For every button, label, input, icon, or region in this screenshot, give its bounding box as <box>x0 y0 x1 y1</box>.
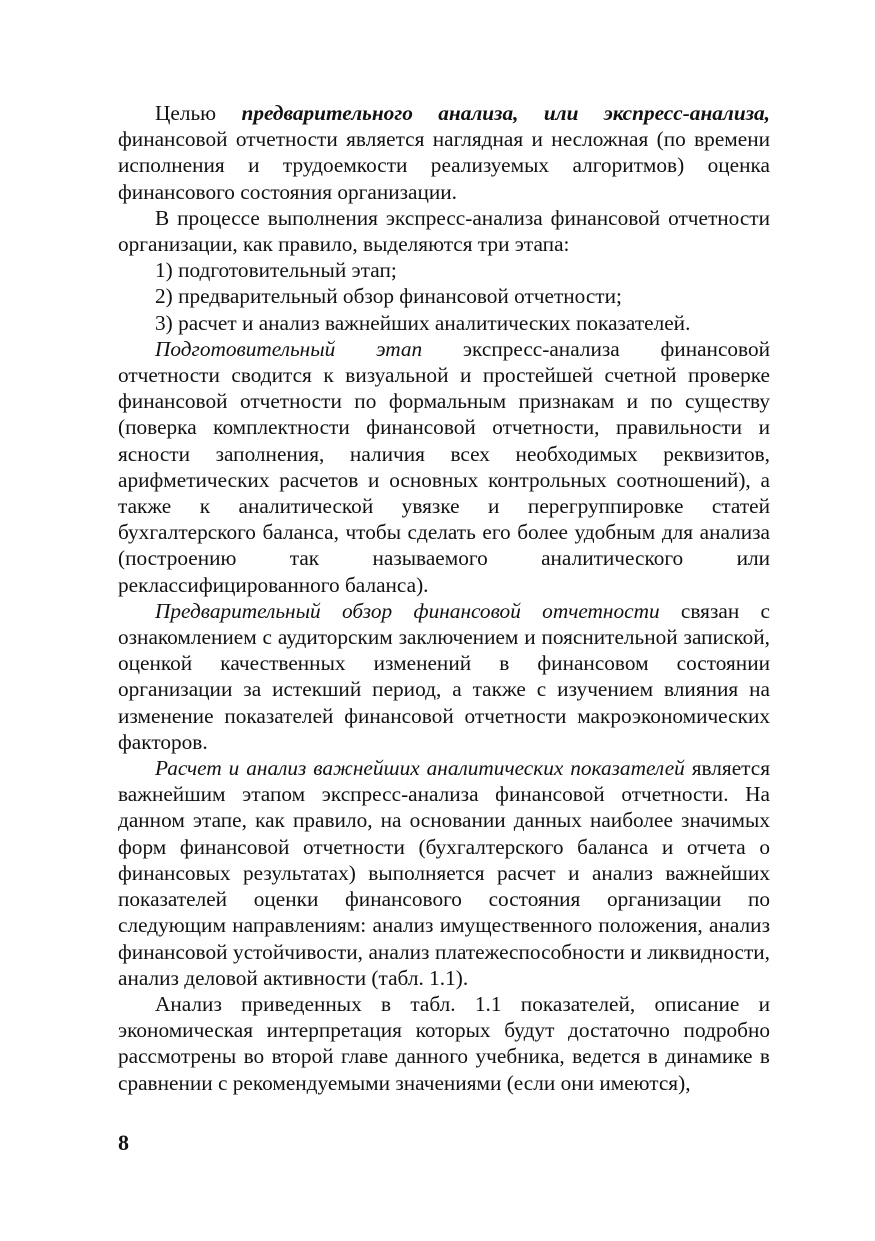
stage-list-item-2: 2) предварительный обзор финансовой отчетности; <box>155 284 622 309</box>
paragraph-preparatory-stage <box>118 336 770 598</box>
term-express-analysis: предварительного анализа, или экспресс-анализа, <box>241 101 770 125</box>
page-number: 8 <box>118 1130 129 1155</box>
paragraph-stages-intro: В процессе выполнения экспресс-анализа финансовой отчетности организации, как правило, выделяются три этапа: <box>118 205 770 257</box>
paragraph-calculation-analysis <box>118 755 770 991</box>
paragraph-preliminary-review <box>118 598 770 755</box>
term-preparatory-stage: Подготовительный этап <box>155 336 423 361</box>
paragraph-body-text: является важнейшим этапом экспресс-анализа финансовой отчетности. На данном этапе, как правило, на основании данных наиболее значимых форм финансовой отчетности (бухгалтерского баланса и отчета о финансовых результатах) выполняется расчет и анализ важнейших показателей оценки финансового состояния организации по следующим направлениям: анализ имущественного положения, анализ финансовой устойчивости, анализ платежеспособности и ликвидности, анализ деловой активности (табл. 1.1). <box>118 756 770 990</box>
paragraph-indicator-analysis: Анализ приведенных в табл. 1.1 показателей, описание и экономическая интерпретация которых будут достаточно подробно рассмотрены во второй главе данного учебника, ведется в динамике в сравнении с рекомендуемыми значениями (если они имеются), <box>118 991 770 1095</box>
paragraph-body-text: связан с ознакомлением с аудиторским заключением и пояснительной запиской, оценкой качественных изменений в финансовом состоянии организации за истекший период, а также с изучением влияния на изменение показателей финансовой отчетности макроэкономических факторов. <box>118 598 771 754</box>
paragraph-body-text: финансовой отчетности является наглядная и несложная (по времени исполнения и трудоемкости реализуемых алгоритмов) оценка финансового состояния организации. <box>118 127 770 204</box>
stage-list-item-3: 3) расчет и анализ важнейших аналитических показателей. <box>155 310 691 335</box>
term-calculation-analysis: Расчет и анализ важнейших аналитических показателей <box>155 756 685 781</box>
page-body <box>118 100 770 1096</box>
term-preliminary-review: Предварительный обзор финансовой отчетности <box>155 598 660 623</box>
paragraph-express-analysis-definition <box>118 100 770 205</box>
paragraph-body-text: экспресс-анализа финансовой отчетности сводится к визуальной и простейшей счетной проверке финансовой отчетности по формальным признакам и по существу (поверка комплектности финансовой отчетности, правильности и ясности заполнения, наличия всех необходимых реквизитов, арифметических расчетов и основных контрольных соотношений), а также к аналитической увязке и перегруппировке статей бухгалтерского баланса, чтобы сделать его более удобным для анализа (построению так называемого аналитического или реклассифицированного баланса). <box>118 336 770 597</box>
paragraph-lead-text: Целью <box>155 101 242 125</box>
stage-list-item-1: 1) подготовительный этап; <box>155 258 397 283</box>
